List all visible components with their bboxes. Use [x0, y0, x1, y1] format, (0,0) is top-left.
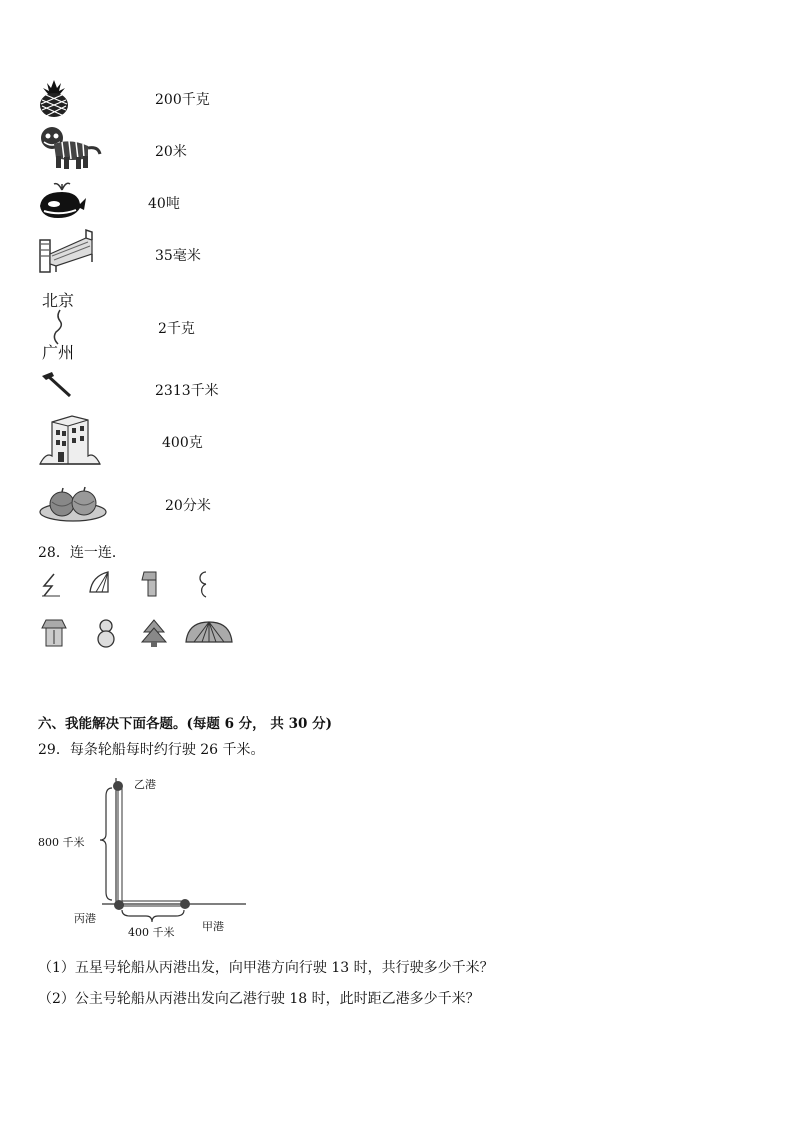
half-snowman-icon	[194, 570, 210, 598]
half-house-icon	[140, 570, 162, 598]
section-6-title: 六、我能解决下面各题。(每题 6 分， 共 30 分)	[38, 716, 332, 732]
item-value-6: 2313千米	[155, 383, 219, 399]
half-lightning-icon	[40, 572, 62, 598]
item-value-7: 400克	[162, 435, 203, 451]
map-label-beijing: 北京	[42, 291, 75, 310]
vertical-distance-label: 800 千米	[38, 836, 85, 849]
port-a-dot	[180, 899, 190, 909]
q29-sub1: （1）五星号轮船从丙港出发，向甲港方向行驶 13 时，共行驶多少千米？	[38, 960, 494, 976]
horizontal-distance-label: 400 千米	[128, 926, 175, 939]
q29-intro: 29．每条轮船每时约行驶 26 千米。	[38, 742, 265, 758]
item-value-3: 40吨	[148, 196, 180, 212]
port-c-label: 丙港	[74, 912, 96, 925]
nail-icon	[38, 370, 74, 400]
tree-icon	[140, 618, 168, 648]
apples-on-plate-icon	[38, 484, 108, 524]
port-b-label: 乙港	[134, 778, 156, 791]
item-value-8: 20分米	[165, 498, 211, 514]
map-label-guangzhou: 广州	[42, 343, 75, 362]
item-value-2: 20米	[155, 144, 187, 160]
beijing-guangzhou-map-icon	[38, 288, 88, 360]
port-diagram	[30, 768, 260, 943]
snowman-icon	[94, 618, 118, 648]
port-a-label: 甲港	[202, 920, 224, 933]
umbrella-icon	[184, 620, 234, 646]
building-icon	[38, 412, 102, 466]
port-c-dot	[114, 900, 124, 910]
bed-icon	[36, 226, 94, 274]
item-value-1: 200千克	[155, 92, 210, 108]
tiger-icon	[36, 124, 102, 170]
half-umbrella-icon	[86, 570, 114, 596]
item-value-4: 35毫米	[155, 248, 201, 264]
port-b-dot	[113, 781, 123, 791]
house-icon	[40, 618, 68, 648]
q29-sub2: （2）公主号轮船从丙港出发向乙港行驶 18 时，此时距乙港多少千米？	[38, 991, 480, 1007]
pineapple-icon	[36, 78, 72, 118]
whale-icon	[36, 178, 88, 220]
item-value-5: 2千克	[158, 321, 195, 337]
q28-title: 28．连一连．	[38, 545, 126, 561]
